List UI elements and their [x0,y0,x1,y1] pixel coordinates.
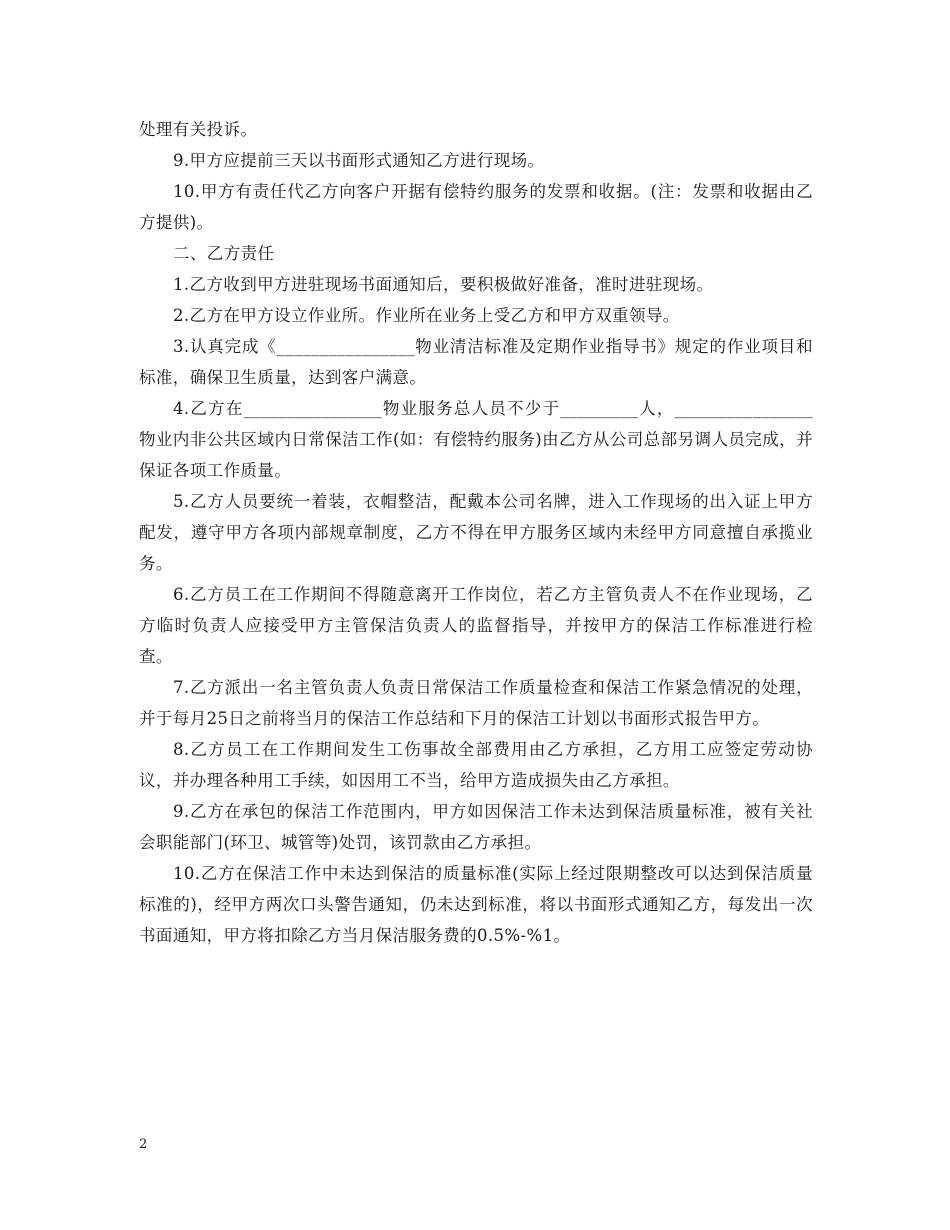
section-heading-party-b: 二、乙方责任 [173,244,275,263]
paragraph-clause-b5: 5.乙方人员要统一着装，衣帽整洁，配戴本公司名牌，进入工作现场的出入证上甲方配发，遵守甲方各项内部规章制度，乙方不得在甲方服务区域内未经甲方同意擅自承揽业务。 [139,492,813,573]
paragraph-clause-b8: 8.乙方员工在工作期间发生工伤事故全部费用由乙方承担，乙方用工应签定劳动协议，并办理各种用工手续，如因用工不当，给甲方造成损失由乙方承担。 [139,740,813,790]
paragraph-clause-a10: 10.甲方有责任代乙方向客户开据有偿特约服务的发票和收据。(注：发票和收据由乙方提供)。 [139,182,813,232]
paragraph-clause-b9: 9.乙方在承包的保洁工作范围内，甲方如因保洁工作未达到保洁质量标准，被有关社会职能部门(环卫、城管等)处罚，该罚款由乙方承担。 [139,802,813,852]
paragraph-clause-b4: 4.乙方在________________物业服务总人员不少于_________人，________________物业内非公共区域内日常保洁工作(如：有偿特约服务)由乙方从公司总部另调人员完成，并保证各项工作质量。 [139,399,813,480]
paragraph-clause-b10: 10.乙方在保洁工作中未达到保洁的质量标准(实际上经过限期整改可以达到保洁质量标准的)，经甲方两次口头警告通知，仍未达到标准，将以书面形式通知乙方，每发出一次书面通知，甲方将扣除乙方当月保洁服务费的0.5%-%1。 [139,864,813,945]
paragraph-clause-a9: 9.甲方应提前三天以书面形式通知乙方进行现场。 [173,151,545,170]
paragraph-clause-b6: 6.乙方员工在工作期间不得随意离开工作岗位，若乙方主管负责人不在作业现场，乙方临时负责人应接受甲方主管保洁负责人的监督指导，并按甲方的保洁工作标准进行检查。 [139,585,813,666]
page-number: 2 [139,1137,148,1152]
document-body [139,114,813,951]
paragraph-clause-b2: 2.乙方在甲方设立作业所。作业所在业务上受乙方和甲方双重领导。 [173,306,680,325]
paragraph-clause-b1: 1.乙方收到甲方进驻现场书面通知后，要积极做好准备，准时进驻现场。 [173,275,714,294]
paragraph-clause-b7: 7.乙方派出一名主管负责人负责日常保洁工作质量检查和保洁工作紧急情况的处理，并于每月25日之前将当月的保洁工作总结和下月的保洁工计划以书面形式报告甲方。 [139,678,813,728]
paragraph-continuation: 处理有关投诉。 [139,120,258,139]
paragraph-clause-b3: 3.认真完成《________________物业清洁标准及定期作业指导书》规定的作业项目和标准，确保卫生质量，达到客户满意。 [139,337,813,387]
